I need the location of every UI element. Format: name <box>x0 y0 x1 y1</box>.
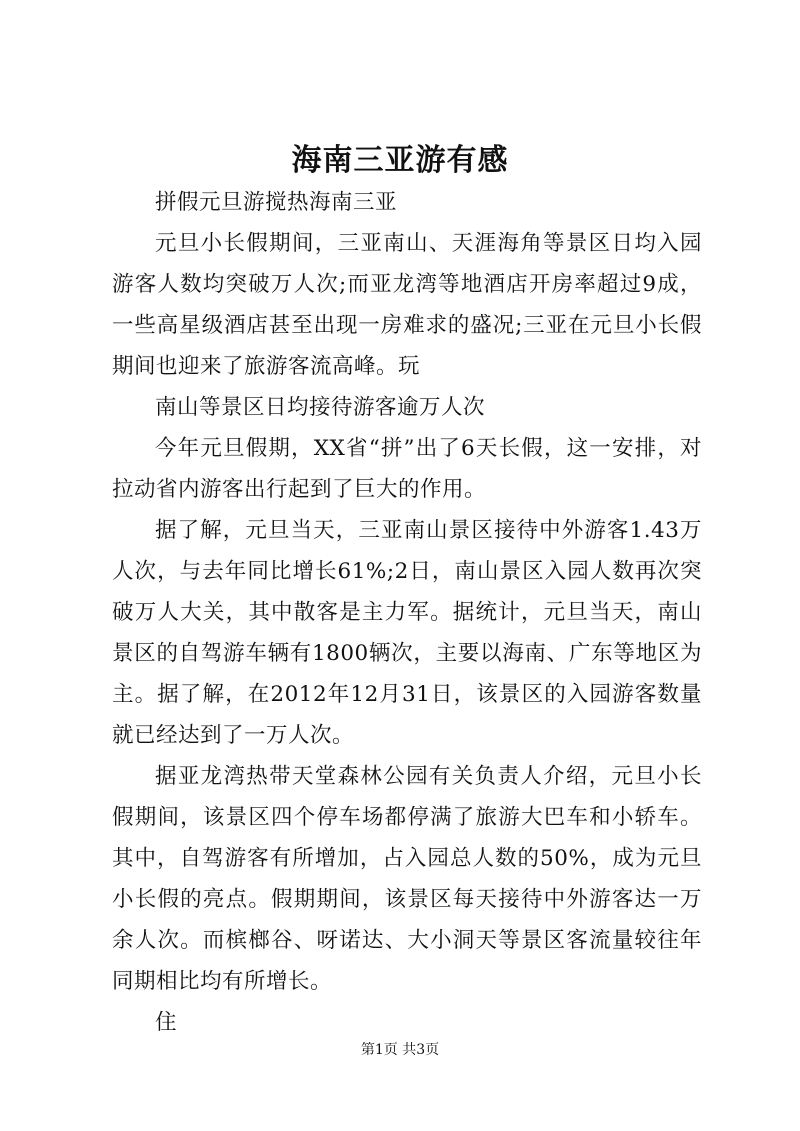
paragraph-subheading-1: 拼假元旦游搅热海南三亚 <box>155 190 398 215</box>
paragraph: 今年元旦假期，XX省“拼”出了6天长假，这一安排，对拉动省内游客出行起到了巨大的作用。 <box>112 436 702 502</box>
paragraph: 元旦小长假期间，三亚南山、天涯海角等景区日均入园游客人数均突破万人次;而亚龙湾等地酒店开房率超过9成，一些高星级酒店甚至出现一房难求的盛况;三亚在元旦小长假期间也迎来了旅游客流高峰。玩 <box>112 231 702 379</box>
page-number-footer: 第1页 共3页 <box>360 1042 440 1058</box>
paragraph: 住 <box>155 1010 178 1035</box>
document-title: 海南三亚游有感 <box>291 143 509 178</box>
paragraph-subheading-2: 南山等景区日均接待游客逾万人次 <box>155 395 486 420</box>
document-body <box>112 182 702 1043</box>
paragraph: 据了解，元旦当天，三亚南山景区接待中外游客1.43万人次，与去年同比增长61%;2日，南山景区入园人数再次突破万人大关，其中散客是主力军。据统计，元旦当天，南山景区的自驾游车辆有1800辆次，主要以海南、广东等地区为主。据了解，在2012年12月31日，该景区的入园游客数量就已经达到了一万人次。 <box>112 518 702 748</box>
paragraph: 据亚龙湾热带天堂森林公园有关负责人介绍，元旦小长假期间，该景区四个停车场都停满了旅游大巴车和小轿车。其中，自驾游客有所增加，占入园总人数的50%，成为元旦小长假的亮点。假期期间，该景区每天接待中外游客达一万余人次。而槟榔谷、呀诺达、大小洞天等景区客流量较往年同期相比均有所增长。 <box>112 764 702 994</box>
